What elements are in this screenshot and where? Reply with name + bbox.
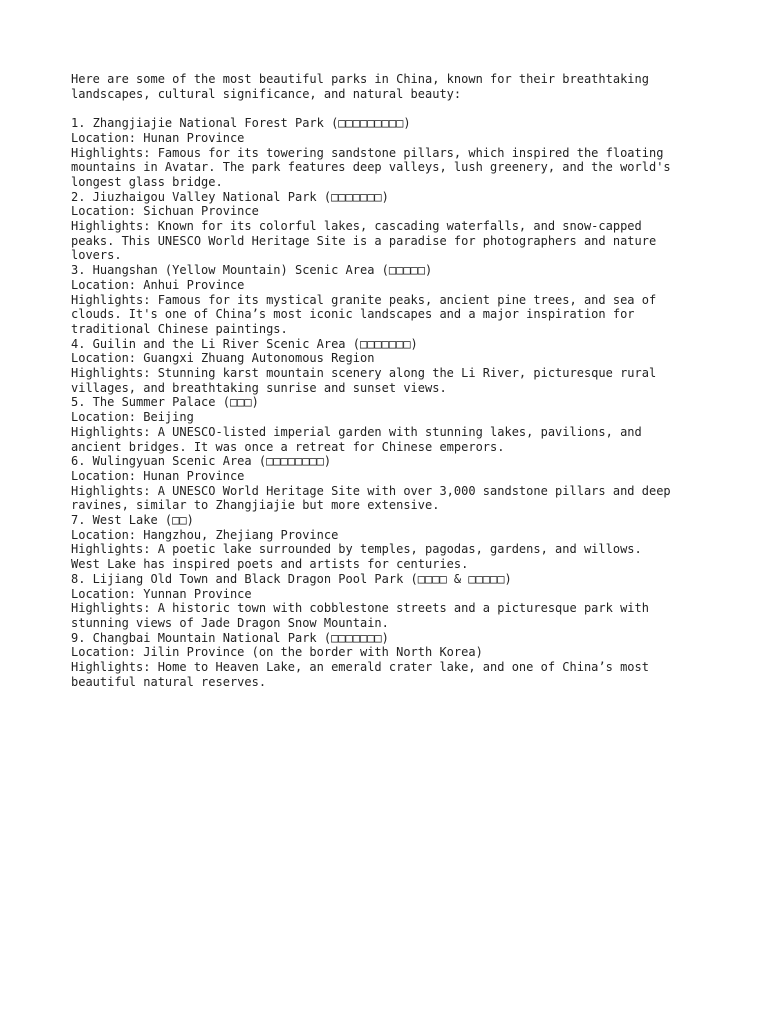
park-title: 4. Guilin and the Li River Scenic Area (□□□□□□□)	[71, 336, 418, 351]
park-location: Location: Yunnan Province	[71, 586, 252, 601]
park-entry	[71, 572, 711, 631]
park-entry	[71, 631, 711, 690]
park-entry	[71, 263, 711, 337]
park-highlights-line: Highlights: Famous for its towering sandstone pillars, which inspired the floating	[71, 145, 664, 160]
park-entry	[71, 116, 711, 190]
park-highlights-line: Highlights: Famous for its mystical granite peaks, ancient pine trees, and sea of	[71, 292, 657, 307]
park-location: Location: Hunan Province	[71, 468, 245, 483]
park-location: Location: Anhui Province	[71, 277, 245, 292]
intro-line: Here are some of the most beautiful parks in China, known for their breathtaking	[71, 72, 649, 86]
park-highlights-line: lovers.	[71, 248, 122, 263]
park-highlights-line: Highlights: A UNESCO-listed imperial garden with stunning lakes, pavilions, and	[71, 424, 642, 439]
park-highlights-line: villages, and breathtaking sunrise and sunset views.	[71, 380, 447, 395]
park-highlights-line: beautiful natural reserves.	[71, 674, 267, 689]
document-page	[71, 72, 711, 690]
intro-line: landscapes, cultural significance, and natural beauty:	[71, 86, 462, 101]
park-entry	[71, 395, 711, 454]
intro-paragraph	[71, 72, 711, 101]
park-highlights-line: ancient bridges. It was once a retreat for Chinese emperors.	[71, 439, 505, 454]
park-highlights-line: Highlights: Home to Heaven Lake, an emerald crater lake, and one of China’s most	[71, 660, 649, 675]
park-location: Location: Jilin Province (on the border with North Korea)	[71, 645, 483, 660]
park-title: 7. West Lake (□□)	[71, 513, 194, 528]
park-title: 2. Jiuzhaigou Valley National Park (□□□□□□□)	[71, 189, 389, 204]
park-title: 5. The Summer Palace (□□□)	[71, 395, 259, 410]
park-entry	[71, 190, 711, 264]
park-highlights-line: mountains in Avatar. The park features deep valleys, lush greenery, and the world's	[71, 160, 671, 175]
park-highlights-line: longest glass bridge.	[71, 174, 223, 189]
park-location: Location: Sichuan Province	[71, 204, 259, 219]
park-location: Location: Guangxi Zhuang Autonomous Region	[71, 351, 375, 366]
park-entry	[71, 454, 711, 513]
park-highlights-line: stunning views of Jade Dragon Snow Mountain.	[71, 616, 389, 630]
park-highlights-line: peaks. This UNESCO World Heritage Site is a paradise for photographers and nature	[71, 233, 657, 248]
park-highlights-line: West Lake has inspired poets and artists for centuries.	[71, 557, 469, 572]
park-title: 3. Huangshan (Yellow Mountain) Scenic Area (□□□□□)	[71, 263, 433, 278]
park-location: Location: Hangzhou, Zhejiang Province	[71, 527, 339, 542]
park-highlights-line: ravines, similar to Zhangjiajie but more extensive.	[71, 498, 440, 513]
park-location: Location: Beijing	[71, 410, 194, 425]
park-location: Location: Hunan Province	[71, 130, 245, 145]
park-highlights-line: Highlights: Stunning karst mountain scenery along the Li River, picturesque rural	[71, 366, 657, 381]
park-highlights-line: clouds. It's one of China’s most iconic landscapes and a major inspiration for	[71, 307, 635, 322]
park-highlights-line: Highlights: A historic town with cobblestone streets and a picturesque park with	[71, 601, 649, 616]
park-highlights-line: traditional Chinese paintings.	[71, 321, 288, 336]
park-entry	[71, 513, 711, 572]
paragraph-gap	[71, 101, 711, 116]
park-highlights-line: Highlights: Known for its colorful lakes, cascading waterfalls, and snow-capped	[71, 219, 642, 234]
park-highlights-line: Highlights: A UNESCO World Heritage Site with over 3,000 sandstone pillars and deep	[71, 483, 671, 498]
park-highlights-line: Highlights: A poetic lake surrounded by temples, pagodas, gardens, and willows.	[71, 542, 642, 557]
park-title: 6. Wulingyuan Scenic Area (□□□□□□□□)	[71, 454, 332, 469]
park-title: 1. Zhangjiajie National Forest Park (□□□□□□□□□)	[71, 116, 411, 131]
park-title: 9. Changbai Mountain National Park (□□□□□□□)	[71, 630, 389, 645]
park-title: 8. Lijiang Old Town and Black Dragon Pool Park (□□□□ & □□□□□)	[71, 571, 512, 586]
park-entry	[71, 337, 711, 396]
